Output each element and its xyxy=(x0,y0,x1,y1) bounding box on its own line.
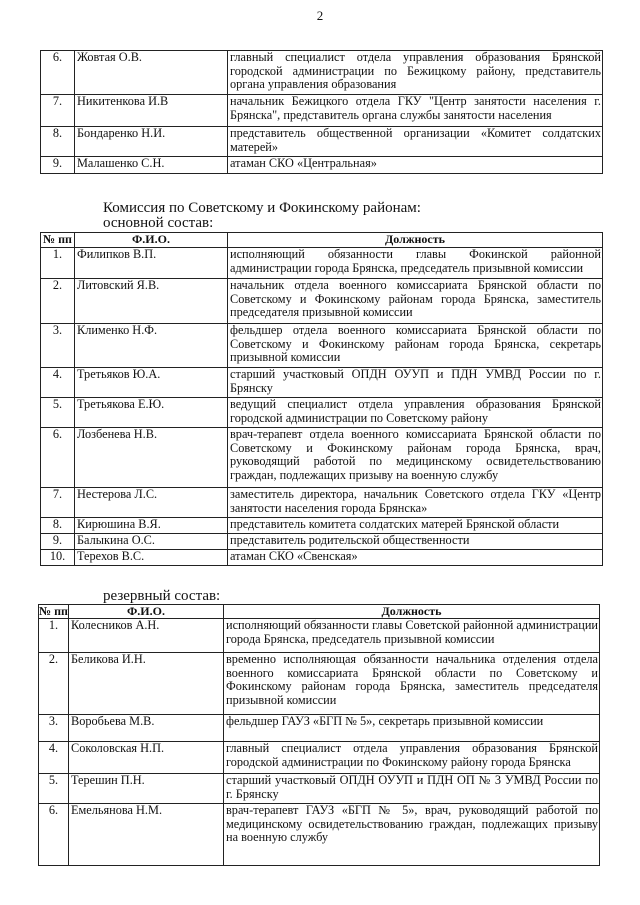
table-row xyxy=(41,95,603,127)
person-position: исполняющий обязанности главы Советской районной администрации города Брянска, председатель призывной комиссии xyxy=(224,619,600,653)
row-number: 3. xyxy=(39,715,69,742)
person-name: Колесников А.Н. xyxy=(69,619,224,653)
person-name: Малашенко С.Н. xyxy=(75,157,228,174)
table-row xyxy=(41,127,603,157)
person-position: старший участковый ОПДН ОУУП и ПДН УМВД России по г. Брянску xyxy=(228,368,603,398)
table-row xyxy=(41,248,603,279)
commission-title: Комиссия по Советскому и Фокинскому районам: xyxy=(103,200,421,216)
person-name: Воробьева М.В. xyxy=(69,715,224,742)
continuation-table xyxy=(40,50,603,174)
row-number: 1. xyxy=(39,619,69,653)
person-position: временно исполняющая обязанности начальника отделения отдела военного комиссариата Брянской области по Советскому и Фокинскому районам города Брянска, заместитель председателя призывной комиссии xyxy=(224,653,600,715)
person-position: фельдшер ГАУЗ «БГП № 5», секретарь призывной комиссии xyxy=(224,715,600,742)
row-number: 6. xyxy=(41,51,75,95)
person-name: Балыкина О.С. xyxy=(75,534,228,550)
person-position: представитель родительской общественности xyxy=(228,534,603,550)
reserve-composition-label: резервный состав: xyxy=(103,588,221,604)
main-composition-table xyxy=(40,232,603,566)
table-row xyxy=(41,488,603,518)
person-position: представитель общественной организации «Комитет солдатских матерей» xyxy=(228,127,603,157)
table-row xyxy=(41,398,603,428)
person-position: фельдшер отдела военного комиссариата Брянской области по Советскому и Фокинскому районам города Брянска, секретарь призывной комиссии xyxy=(228,324,603,368)
header-name: Ф.И.О. xyxy=(75,233,228,248)
person-position: главный специалист отдела управления образования Брянской городской администрации по Фокинскому району города Брянска xyxy=(224,742,600,774)
person-name: Жовтая О.В. xyxy=(75,51,228,95)
person-position: начальник Бежицкого отдела ГКУ "Центр занятости населения г. Брянска", представитель органа службы занятости населения xyxy=(228,95,603,127)
person-name: Никитенкова И.В xyxy=(75,95,228,127)
person-name: Соколовская Н.П. xyxy=(69,742,224,774)
person-name: Беликова И.Н. xyxy=(69,653,224,715)
person-name: Лозбенева Н.В. xyxy=(75,428,228,488)
person-name: Бондаренко Н.И. xyxy=(75,127,228,157)
person-position: атаман СКО «Свенская» xyxy=(228,550,603,566)
person-position: исполняющий обязанности главы Фокинской районной администрации города Брянска, председатель призывной комиссии xyxy=(228,248,603,279)
reserve-composition-table xyxy=(38,604,600,866)
header-num: № пп xyxy=(39,604,68,618)
table-row xyxy=(41,428,603,488)
header-position: Должность xyxy=(228,233,603,248)
row-number: 8. xyxy=(41,518,75,534)
person-name: Емельянова Н.М. xyxy=(69,804,224,866)
person-name: Клименко Н.Ф. xyxy=(75,324,228,368)
table-row xyxy=(39,804,600,866)
table-row xyxy=(39,653,600,715)
row-number: 9. xyxy=(41,534,75,550)
person-name: Кирюшина В.Я. xyxy=(75,518,228,534)
person-position: представитель комитета солдатских матерей Брянской области xyxy=(228,518,603,534)
table-row xyxy=(41,324,603,368)
row-number: 10. xyxy=(41,550,75,566)
main-composition-label: основной состав: xyxy=(103,215,214,231)
person-name: Нестерова Л.С. xyxy=(75,488,228,518)
table-row xyxy=(41,279,603,324)
person-name: Терехов В.С. xyxy=(75,550,228,566)
table-header-row xyxy=(39,605,600,619)
person-position: начальник отдела военного комиссариата Брянской области по Советскому и Фокинскому районам города Брянска, заместитель председателя призывной комиссии xyxy=(228,279,603,324)
person-position: атаман СКО «Центральная» xyxy=(228,157,603,174)
table-row xyxy=(41,157,603,174)
person-position: врач-терапевт ГАУЗ «БГП № 5», врач, руководящий работой по медицинскому освидетельствованию граждан, подлежащих призыву на военную службу xyxy=(224,804,600,866)
row-number: 3. xyxy=(41,324,75,368)
row-number: 7. xyxy=(41,488,75,518)
person-name: Третьяков Ю.А. xyxy=(75,368,228,398)
row-number: 2. xyxy=(39,653,69,715)
row-number: 7. xyxy=(41,95,75,127)
person-name: Филипков В.П. xyxy=(75,248,228,279)
table-row xyxy=(41,534,603,550)
row-number: 5. xyxy=(41,398,75,428)
row-number: 4. xyxy=(39,742,69,774)
row-number: 9. xyxy=(41,157,75,174)
table-row xyxy=(39,774,600,804)
person-name: Литовский Я.В. xyxy=(75,279,228,324)
person-position: заместитель директора, начальник Советского отдела ГКУ «Центр занятости населения города Брянска» xyxy=(228,488,603,518)
person-position: старший участковый ОПДН ОУУП и ПДН ОП № 3 УМВД России по г. Брянску xyxy=(224,774,600,804)
table-row xyxy=(39,715,600,742)
header-name: Ф.И.О. xyxy=(69,605,224,619)
person-position: врач-терапевт отдела военного комиссариата Брянской области по Советскому и Фокинскому районам города Брянска, врач, руководящий работой по медицинскому освидетельствованию граждан, подлежащих призыву на военную службу xyxy=(228,428,603,488)
person-name: Терешин П.Н. xyxy=(69,774,224,804)
header-position: Должность xyxy=(224,605,600,619)
row-number: 6. xyxy=(39,804,69,866)
table-row xyxy=(41,51,603,95)
row-number: 2. xyxy=(41,279,75,324)
table-row xyxy=(39,619,600,653)
table-row xyxy=(41,518,603,534)
table-header-row xyxy=(41,233,603,248)
row-number: 4. xyxy=(41,368,75,398)
page-number: 2 xyxy=(316,8,324,23)
table-row xyxy=(41,550,603,566)
person-position: главный специалист отдела управления образования Брянской городской администрации по Бежицкому району, представитель органа управления образования xyxy=(228,51,603,95)
person-position: ведущий специалист отдела управления образования Брянской городской администрации по Советскому району xyxy=(228,398,603,428)
row-number: 1. xyxy=(41,248,75,279)
person-name: Третьякова Е.Ю. xyxy=(75,398,228,428)
header-num: № пп xyxy=(41,233,75,248)
row-number: 8. xyxy=(41,127,75,157)
row-number: 5. xyxy=(39,774,69,804)
row-number: 6. xyxy=(41,428,75,488)
table-row xyxy=(41,368,603,398)
table-row xyxy=(39,742,600,774)
